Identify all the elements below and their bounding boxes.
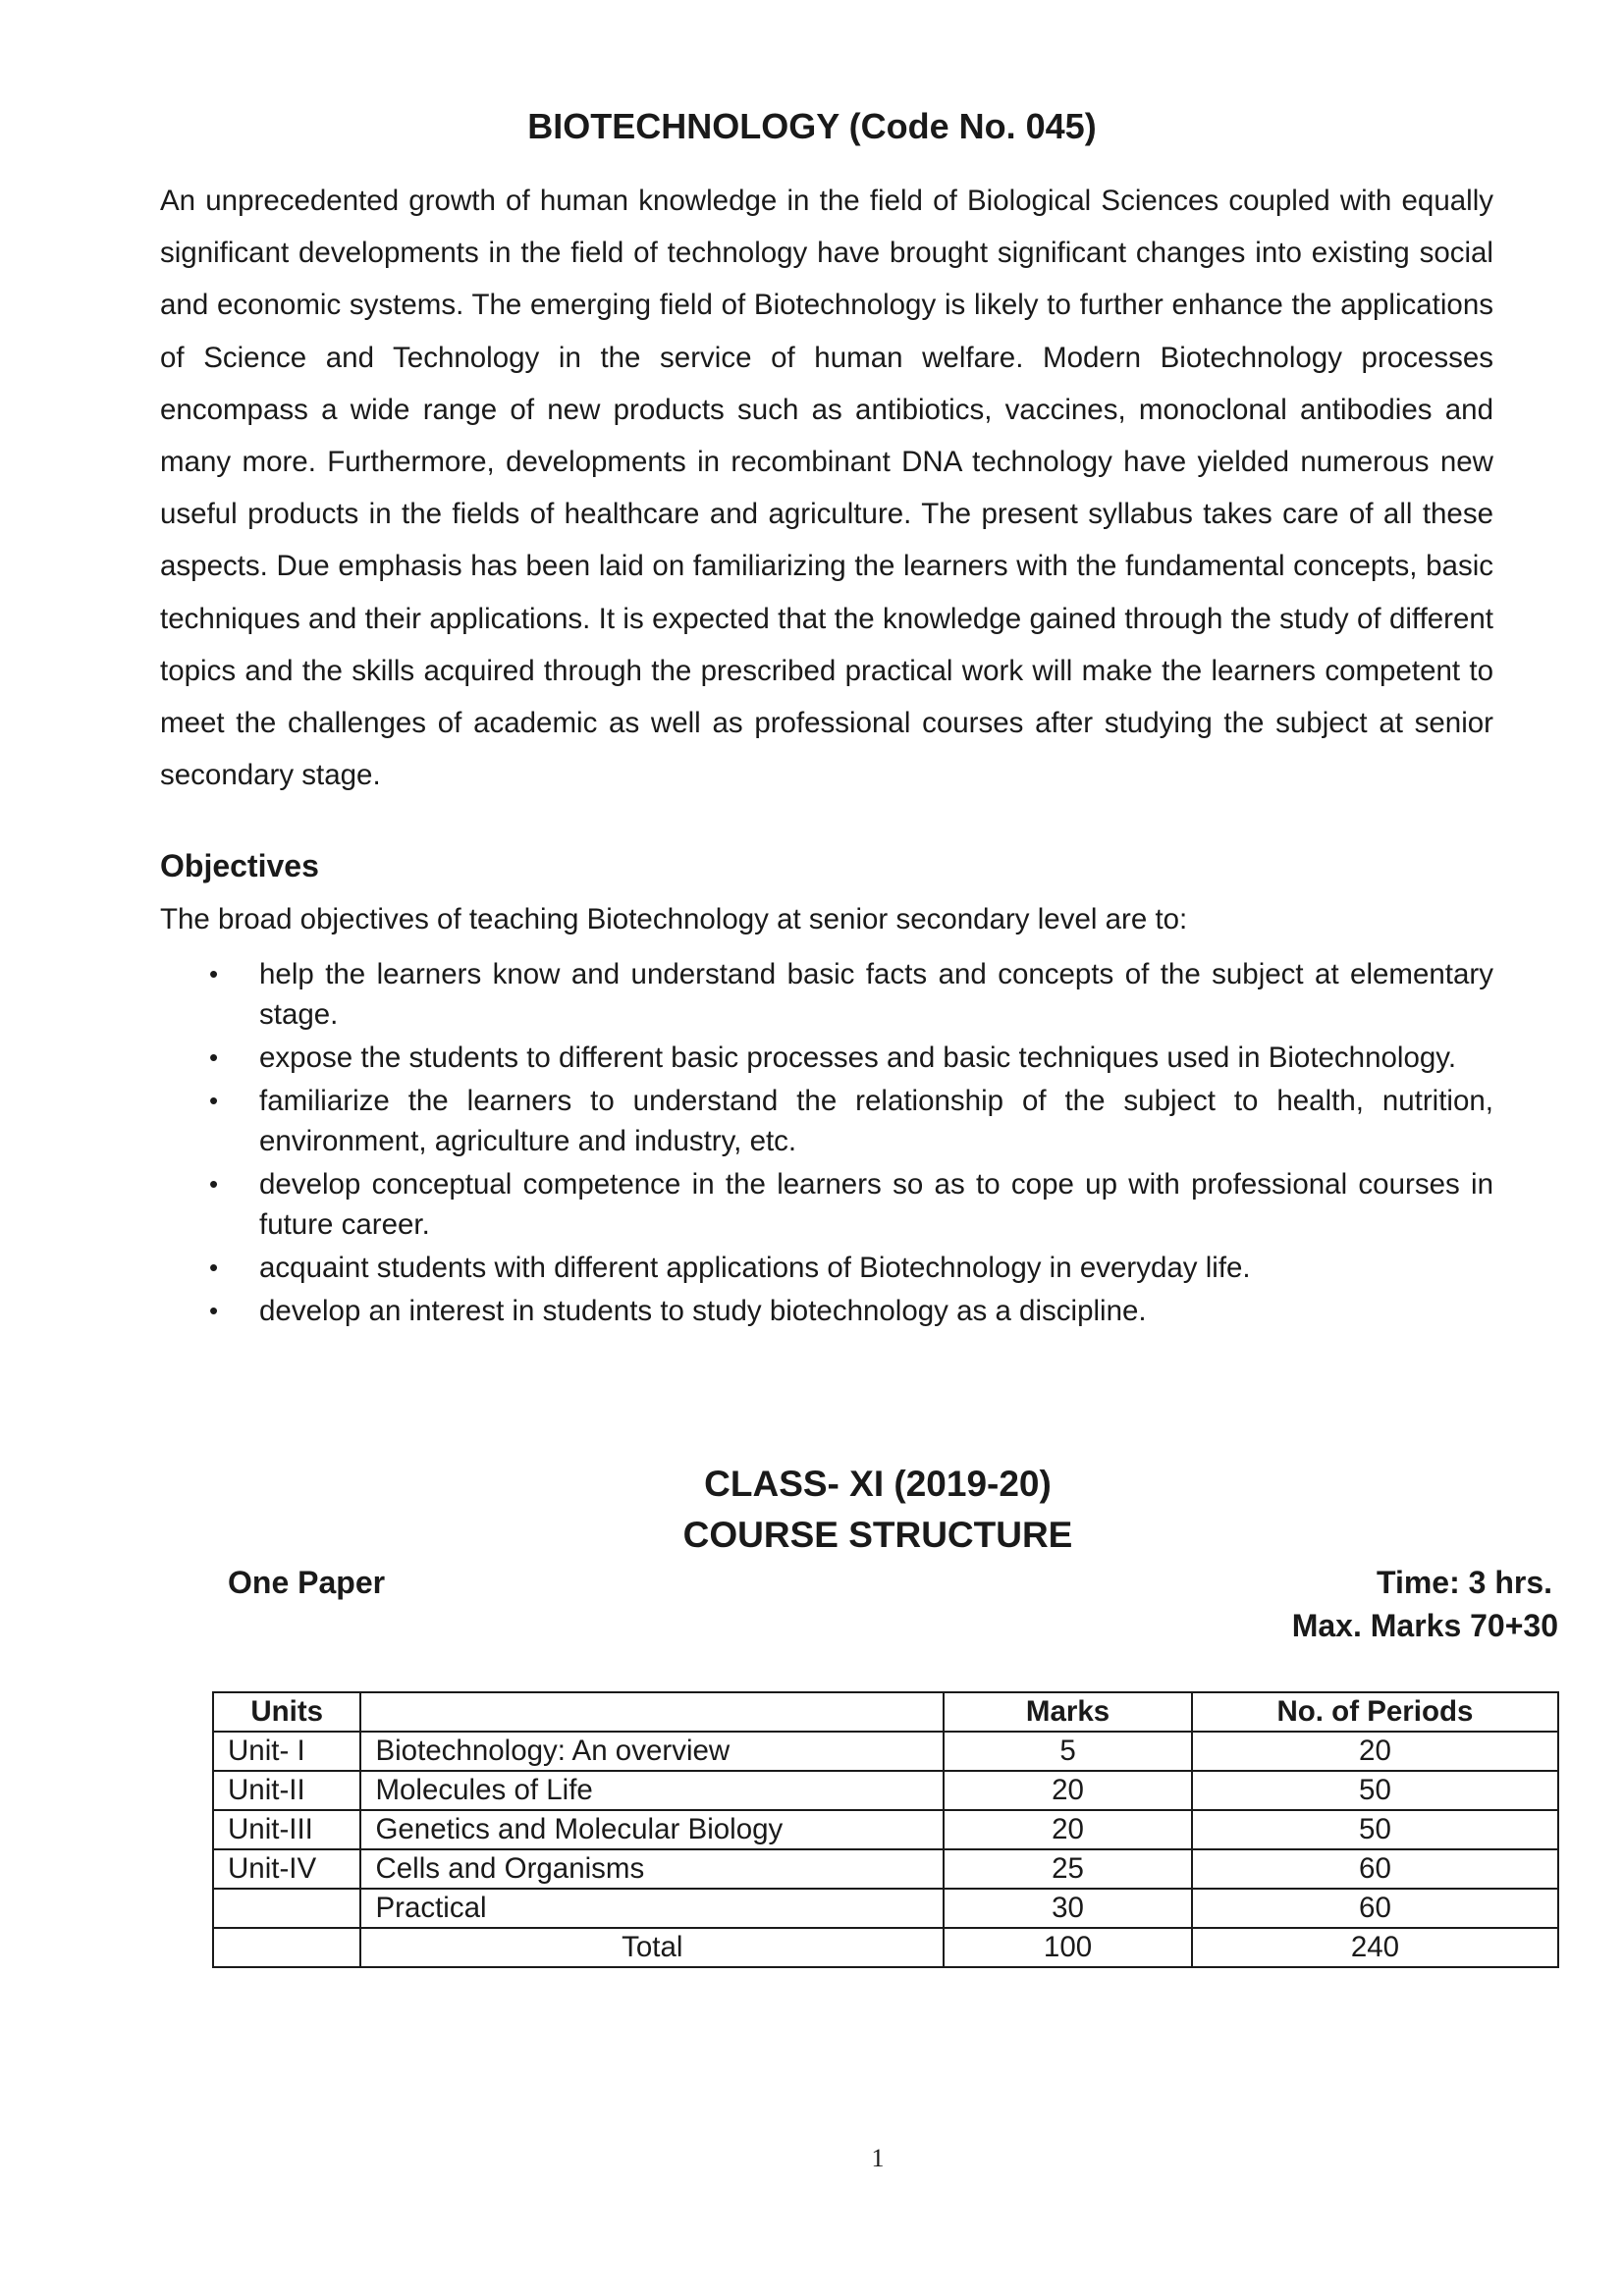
marks-cell: 25 <box>944 1849 1192 1889</box>
table-row <box>213 1810 1558 1849</box>
objective-item <box>160 954 1493 1035</box>
objective-text: develop conceptual competence in the learners so as to cope up with professional courses in future career. <box>259 1168 1493 1241</box>
table-total-row <box>213 1928 1558 1967</box>
page-number: 1 <box>871 2144 885 2172</box>
objective-text: develop an interest in students to study biotechnology as a discipline. <box>259 1295 1147 1327</box>
marks-cell: 5 <box>944 1732 1192 1771</box>
course-structure-table <box>212 1691 1559 1968</box>
table-row <box>213 1889 1558 1928</box>
table-row <box>213 1732 1558 1771</box>
periods-cell: 50 <box>1192 1810 1558 1849</box>
objective-item <box>160 1248 1493 1288</box>
marks-cell: 30 <box>944 1889 1192 1928</box>
objectives-lead: The broad objectives of teaching Biotechnology at senior secondary level are to: <box>160 903 1188 935</box>
objective-item <box>160 1081 1493 1161</box>
table-header-row <box>213 1692 1558 1732</box>
unit-name-cell: Genetics and Molecular Biology <box>360 1810 944 1849</box>
unit-cell <box>213 1889 360 1928</box>
objective-text: expose the students to different basic processes and basic techniques used in Biotechnology. <box>259 1041 1457 1074</box>
total-periods-cell: 240 <box>1192 1928 1558 1967</box>
course-structure-title: COURSE STRUCTURE <box>682 1515 1073 1555</box>
unit-cell: Unit-III <box>213 1810 360 1849</box>
bullet-icon: • <box>209 959 219 988</box>
objective-text: acquaint students with different applications of Biotechnology in everyday life. <box>259 1252 1251 1284</box>
objective-item <box>160 1291 1493 1331</box>
max-marks-label: Max. Marks 70+30 <box>1291 1608 1558 1643</box>
bullet-icon: • <box>209 1086 219 1115</box>
periods-cell: 60 <box>1192 1889 1558 1928</box>
document-title: BIOTECHNOLOGY (Code No. 045) <box>527 106 1097 146</box>
objective-item <box>160 1038 1493 1078</box>
unit-name-cell: Molecules of Life <box>360 1771 944 1810</box>
objectives-heading: Objectives <box>160 848 319 883</box>
unit-cell: Unit-II <box>213 1771 360 1810</box>
objectives-list <box>160 954 1493 1334</box>
bullet-icon: • <box>209 1042 219 1072</box>
periods-cell: 50 <box>1192 1771 1558 1810</box>
table-row <box>213 1849 1558 1889</box>
unit-cell: Unit- I <box>213 1732 360 1771</box>
unit-name-cell: Biotechnology: An overview <box>360 1732 944 1771</box>
bullet-icon: • <box>209 1169 219 1199</box>
bullet-icon: • <box>209 1253 219 1282</box>
header-periods: No. of Periods <box>1192 1692 1558 1732</box>
periods-cell: 60 <box>1192 1849 1558 1889</box>
class-title: CLASS- XI (2019-20) <box>704 1464 1052 1504</box>
unit-cell <box>213 1928 360 1967</box>
unit-name-cell: Practical <box>360 1889 944 1928</box>
header-units: Units <box>213 1692 360 1732</box>
marks-cell: 20 <box>944 1810 1192 1849</box>
header-marks: Marks <box>944 1692 1192 1732</box>
intro-paragraph: An unprecedented growth of human knowledge in the field of Biological Sciences coupled with equally significant developments in the field of technology have brought significant changes into existing social and economic systems. The emerging field of Biotechnology is likely to further enhance the applications of Science and Technology in the service of human welfare. Modern Biotechnology processes encompass a wide range of new products such as antibiotics, vaccines, monoclonal antibodies and many more. Furthermore, developments in recombinant DNA technology have yielded numerous new useful products in the fields of healthcare and agriculture. The present syllabus takes care of all these aspects. Due emphasis has been laid on familiarizing the learners with the fundamental concepts, basic techniques and their applications. It is expected that the knowledge gained through the study of different topics and the skills acquired through the prescribed practical work will make the learners competent to meet the challenges of academic as well as professional courses after studying the subject at senior secondary stage. <box>160 185 1493 792</box>
time-label: Time: 3 hrs. <box>1376 1565 1552 1600</box>
objective-item <box>160 1164 1493 1245</box>
bullet-icon: • <box>209 1296 219 1325</box>
unit-name-cell: Cells and Organisms <box>360 1849 944 1889</box>
table-row <box>213 1771 1558 1810</box>
header-unit-name <box>360 1692 944 1732</box>
objective-text: help the learners know and understand basic facts and concepts of the subject at elementary stage. <box>259 958 1493 1031</box>
objective-text: familiarize the learners to understand the relationship of the subject to health, nutrition, environment, agriculture and industry, etc. <box>259 1085 1493 1157</box>
total-marks-cell: 100 <box>944 1928 1192 1967</box>
marks-cell: 20 <box>944 1771 1192 1810</box>
unit-cell: Unit-IV <box>213 1849 360 1889</box>
paper-label: One Paper <box>228 1565 386 1600</box>
periods-cell: 20 <box>1192 1732 1558 1771</box>
total-label-cell: Total <box>360 1928 944 1967</box>
